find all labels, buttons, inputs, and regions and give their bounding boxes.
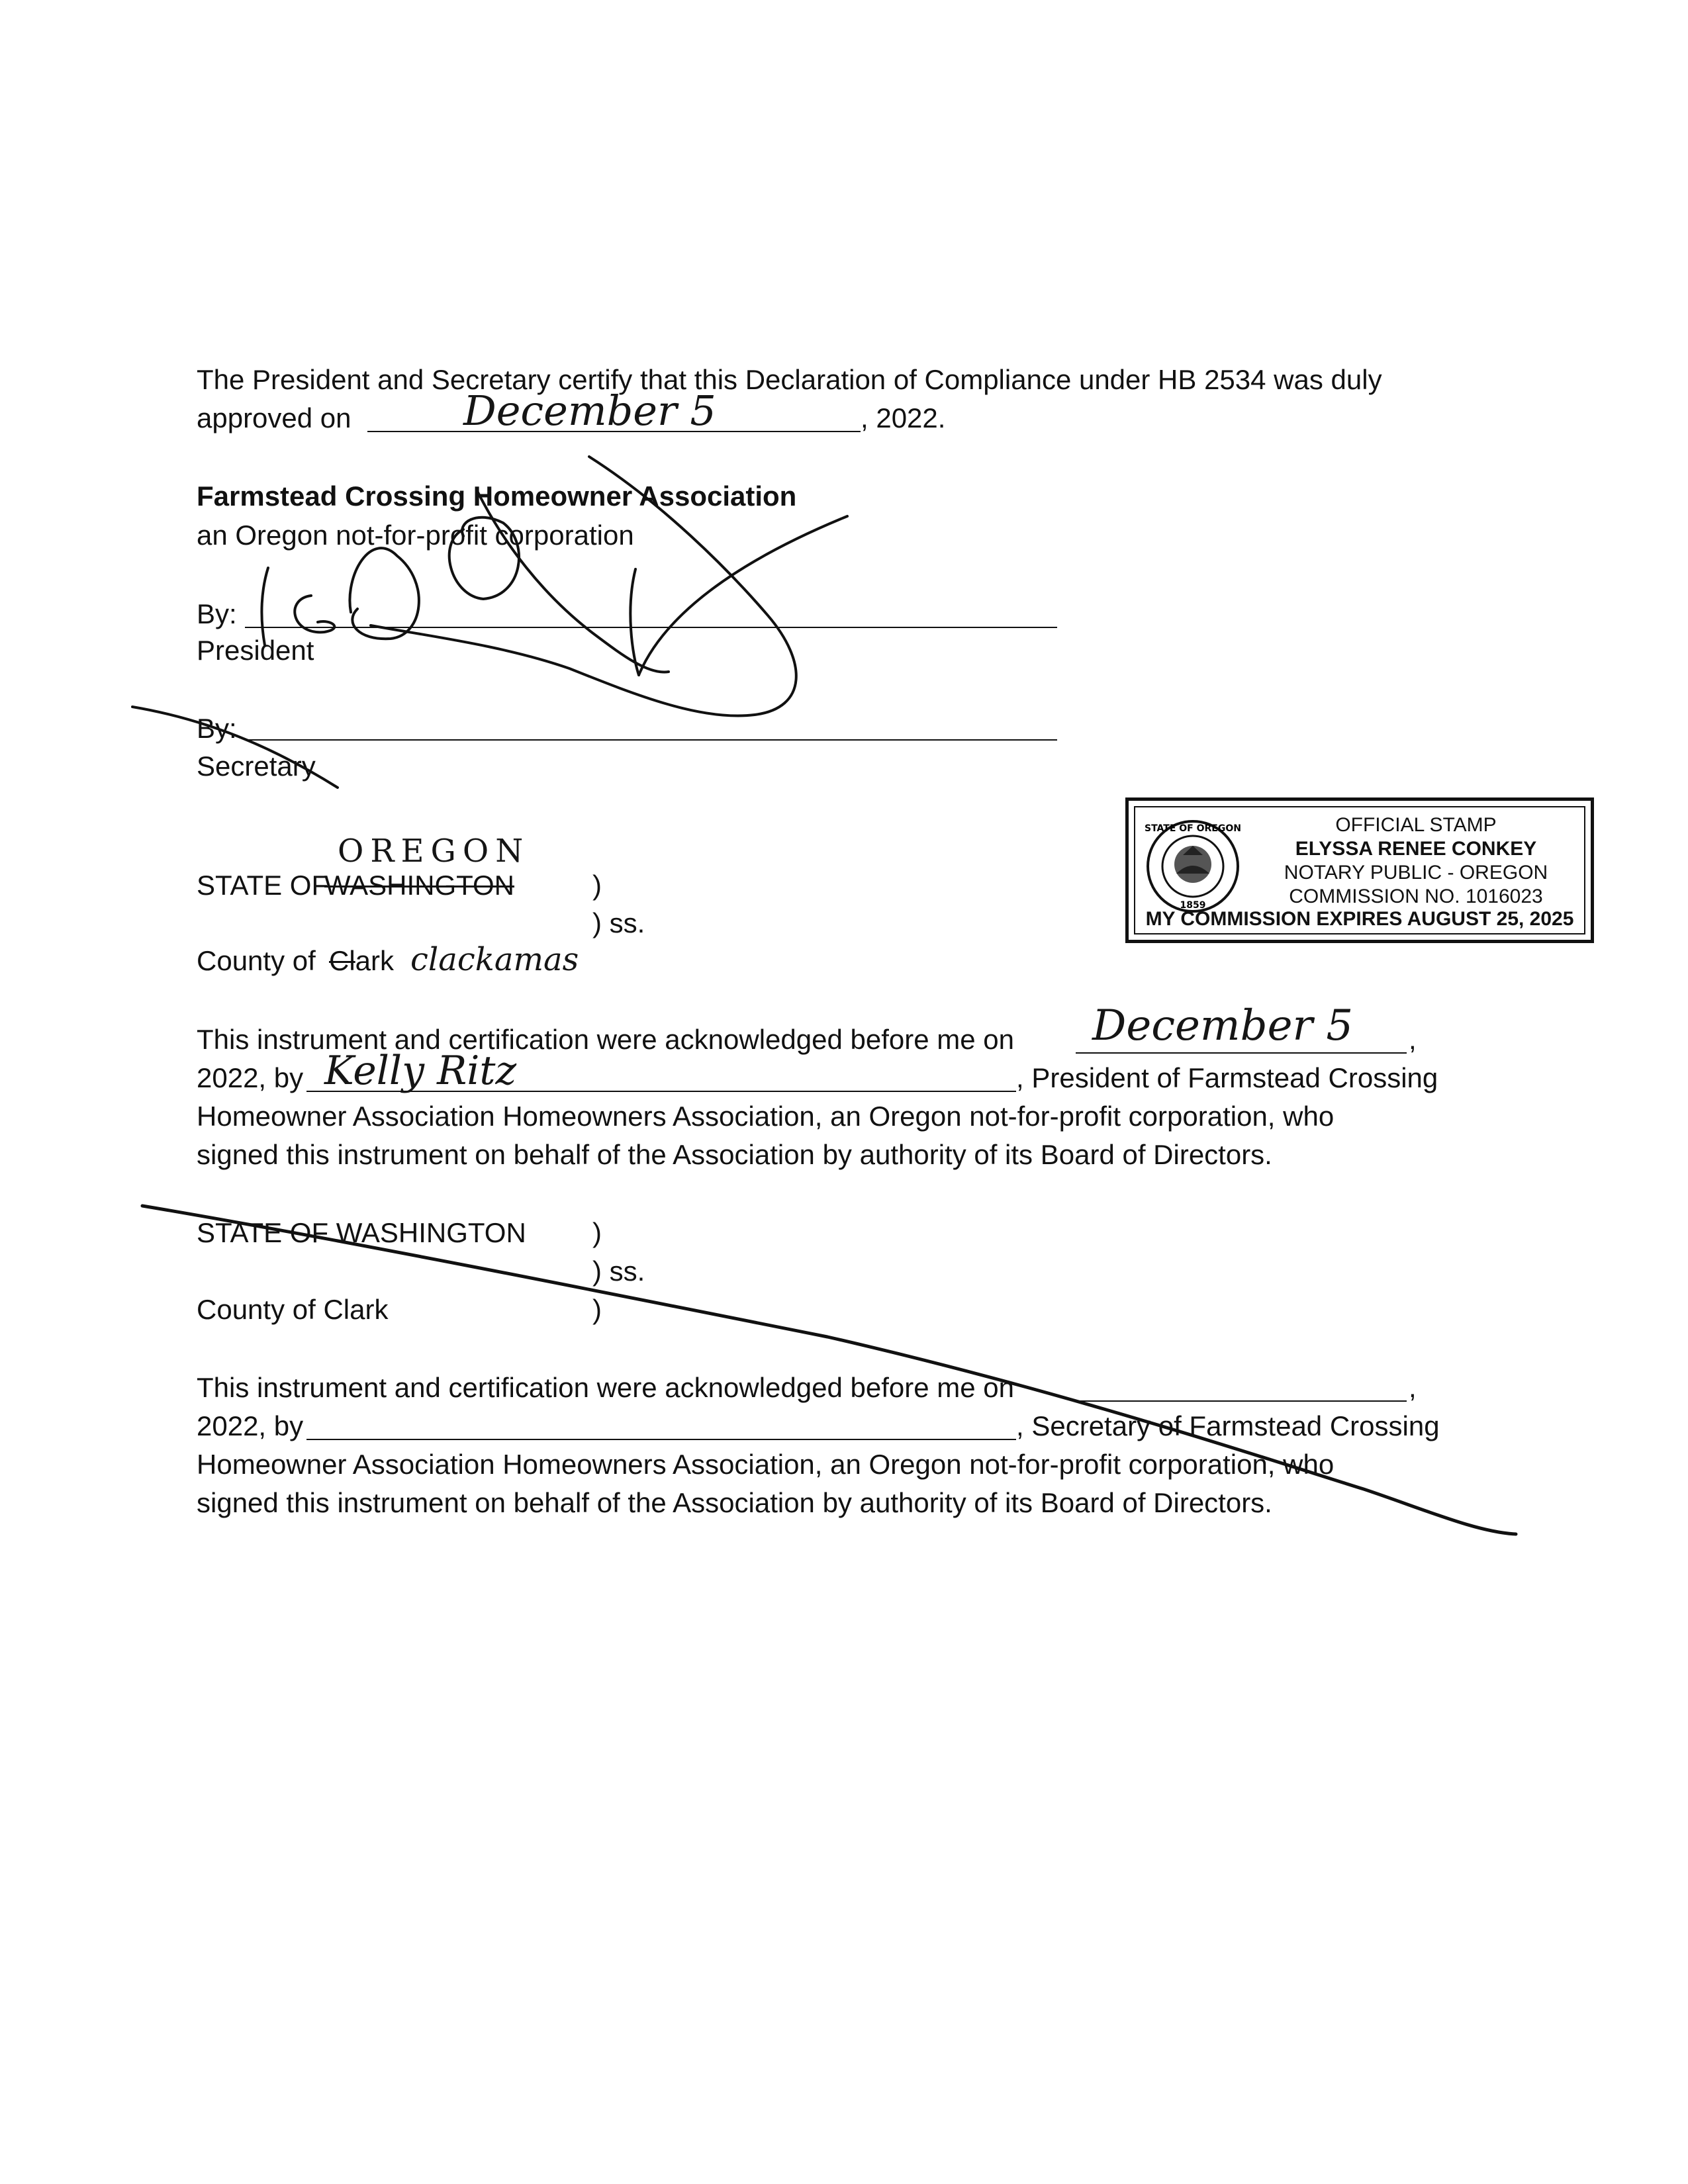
state-struck: WASHINGTON (324, 870, 515, 901)
secretary-by-label: By: (197, 713, 237, 744)
notary2-state: STATE OF WASHINGTON (197, 1217, 526, 1248)
stamp-commission-number: COMMISSION NO. 1016023 (1289, 886, 1543, 907)
notary1-date-handwritten: December 5 (1092, 1001, 1354, 1050)
county-handwritten: clackamas (410, 941, 579, 978)
president-by-label: By: (197, 598, 237, 629)
notary2-by-label: 2022, by (197, 1410, 304, 1441)
county-rest: ark (355, 945, 395, 976)
association-name: Farmstead Crossing Homeowner Association (197, 480, 797, 512)
state-of-label: STATE OF (197, 870, 329, 901)
stamp-title: OFFICIAL STAMP (1335, 814, 1497, 836)
notary1-body-line-1: Homeowner Association Homeowners Association, an Oregon not-for-profit corporation, who (197, 1101, 1335, 1132)
president-label: President (197, 635, 314, 666)
secretary-strike-line (132, 707, 338, 788)
secretary-label: Secretary (197, 751, 316, 782)
state-handwritten: OREGON (338, 833, 530, 870)
notary2-body-line-2: signed this instrument on behalf of the Association by authority of its Board of Directors. (197, 1487, 1272, 1518)
notary1-ack-text: This instrument and certification were acknowledged before me on (197, 1024, 1014, 1055)
certification-line-1: The President and Secretary certify that this Declaration of Compliance under HB 2534 was duly (197, 364, 1382, 395)
president-signature-scribble (261, 457, 847, 716)
notary2-date-comma: , (1409, 1372, 1417, 1403)
ss-label: ) ss. (592, 907, 645, 938)
stamp-notary-public: NOTARY PUBLIC - OREGON (1284, 862, 1548, 884)
notary1-date-comma: , (1409, 1024, 1417, 1055)
county-of-label: County of (197, 945, 316, 976)
svg-text:STATE OF OREGON: STATE OF OREGON (1145, 823, 1241, 834)
state-paren: ) (592, 870, 602, 901)
notary2-ack-text: This instrument and certification were acknowledged before me on (197, 1372, 1014, 1403)
svg-text:1859: 1859 (1180, 900, 1206, 911)
approved-date-handwritten: December 5 (463, 387, 716, 435)
approved-on-label: approved on (197, 402, 352, 433)
notary2-strike-line (142, 1206, 1516, 1534)
notary2-state-paren: ) (592, 1217, 602, 1248)
notary1-body-line-2: signed this instrument on behalf of the Association by authority of its Board of Directors. (197, 1139, 1272, 1170)
stamp-notary-name: ELYSSA RENEE CONKEY (1295, 838, 1537, 860)
notary2-body-line-1: Homeowner Association Homeowners Association, an Oregon not-for-profit corporation, who (197, 1449, 1335, 1480)
county-struck: Cl (329, 945, 355, 976)
stamp-commission-expiry: MY COMMISSION EXPIRES AUGUST 25, 2025 (1145, 908, 1574, 930)
notary2-county: County of Clark (197, 1294, 389, 1325)
notary1-by-label: 2022, by (197, 1062, 304, 1093)
association-description: an Oregon not-for-profit corporation (197, 520, 634, 551)
notary1-by-suffix: , President of Farmstead Crossing (1016, 1062, 1438, 1093)
notary1-name-handwritten: Kelly Ritz (324, 1048, 517, 1094)
notary2-county-paren: ) (592, 1294, 602, 1325)
approved-year: , 2022. (861, 402, 946, 433)
notary2-by-suffix: , Secretary of Farmstead Crossing (1016, 1410, 1440, 1441)
notary2-ss-label: ) ss. (592, 1255, 645, 1287)
